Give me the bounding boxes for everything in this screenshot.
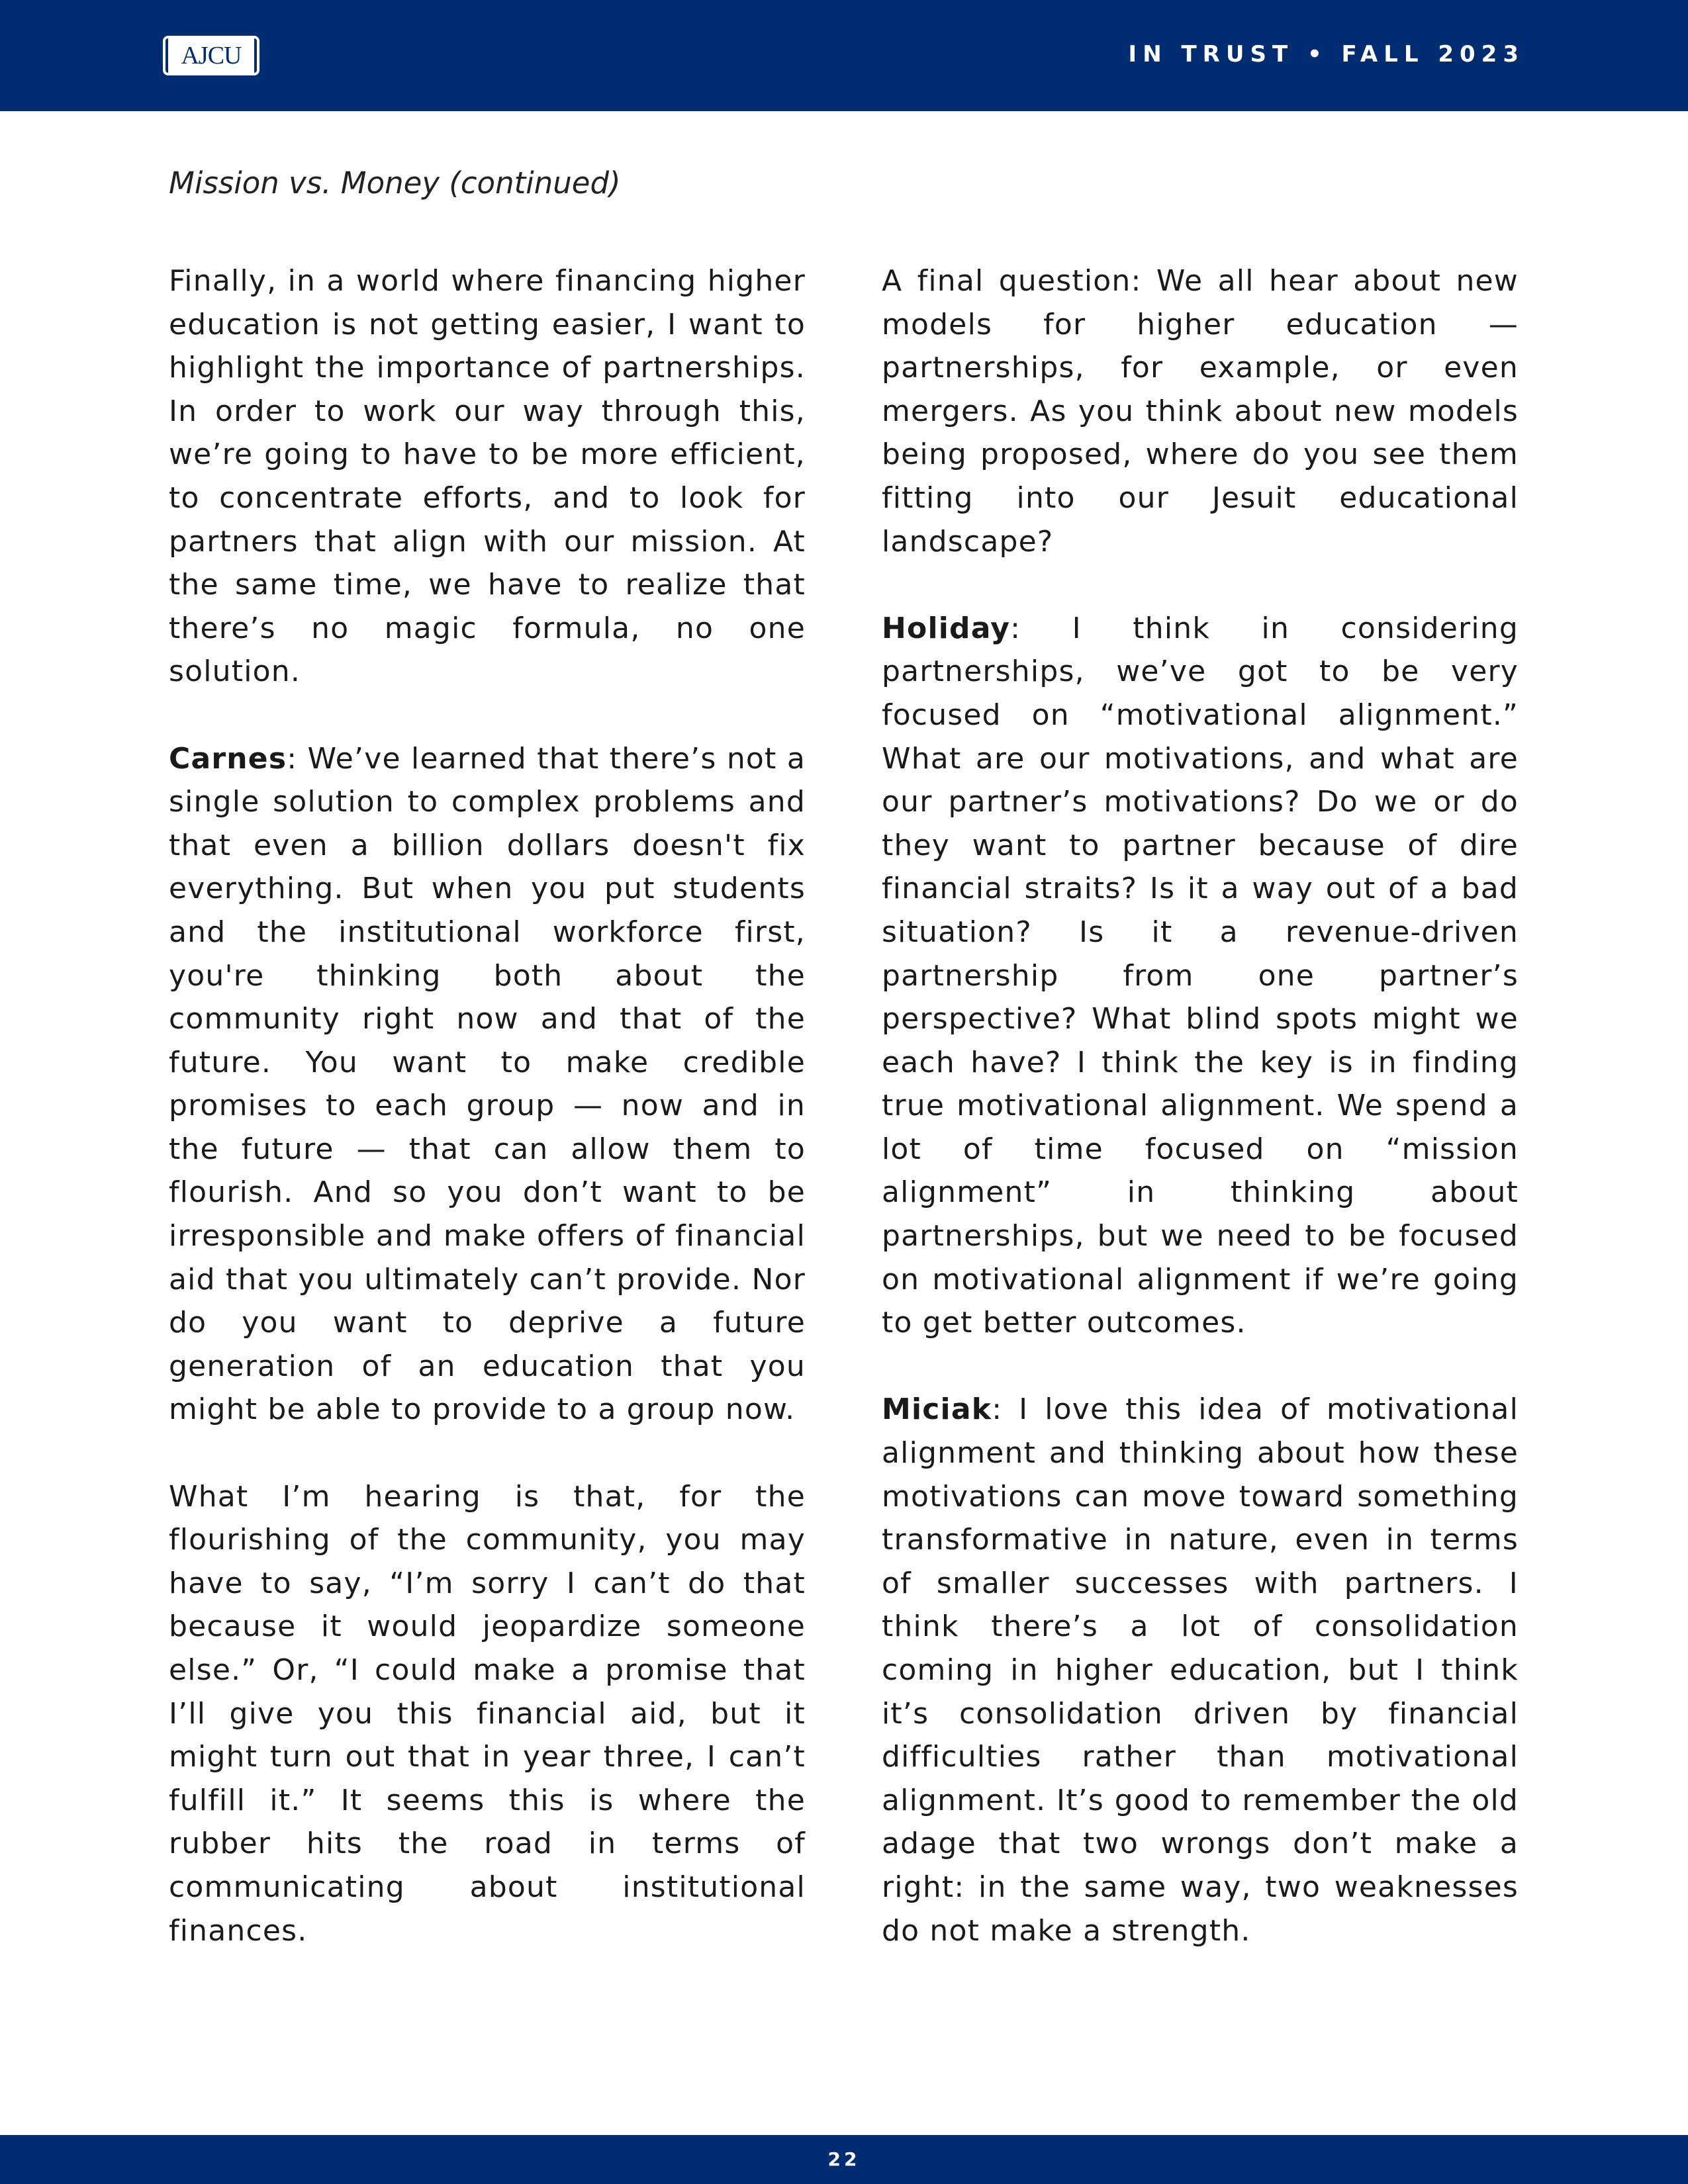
speaker-name: Carnes: [169, 741, 287, 776]
footer-bar: [0, 2135, 1688, 2184]
paragraph: [882, 1388, 1519, 1952]
speaker-name: Holiday: [882, 611, 1011, 645]
paragraph-text: : I think in considering partnerships, we’ve got to be very focused on “motivational alignment.” What are our motivations, and what are our partner’s motivations? Do we or do they want to partner because of dire financial straits? Is it a way out of a bad situation? Is it a revenue-driven partnership from one partner’s perspective? What blind spots might we each have? I think the key is in finding true motivational alignment. We spend a lot of time focused on “mission alignment” in thinking about partnerships, but we need to be focused on motivational alignment if we’re going to get better outcomes.: [882, 611, 1519, 1340]
paragraph-text: A final question: We all hear about new models for higher education — partnerships, for example, or even mergers. As you think about new models being proposed, where do you see them fitting into our Jesuit educational landscape?: [882, 264, 1519, 559]
paragraph: [169, 259, 806, 694]
paragraph: [169, 1475, 806, 1953]
paragraph: [882, 607, 1519, 1345]
ajcu-logo: AJCU: [165, 38, 257, 73]
header-bar: [0, 0, 1688, 111]
paragraph-text: : We’ve learned that there’s not a single solution to complex problems and that even a billion dollars doesn't fix everything. But when you put students and the institutional workforce first, you're thinking both about the community right now and that of the future. You want to make credible promises to each group — now and in the future — that can allow them to flourish. And so you don’t want to be irresponsible and make offers of financial aid that you ultimately can’t provide. Nor do you want to deprive a future generation of an education that you might be able to provide to a group now.: [169, 741, 806, 1427]
paragraph-text: : I love this idea of motivational alignment and thinking about how these motivations can move toward something transformative in nature, even in terms of smaller successes with partners. I think there’s a lot of consolidation coming in higher education, but I think it’s consolidation driven by financial difficulties rather than motivational alignment. It’s good to remember the old adage that two wrongs don’t make a right: in the same way, two weaknesses do not make a strength.: [882, 1392, 1519, 1948]
speaker-name: Miciak: [882, 1392, 992, 1427]
paragraph-text: Finally, in a world where financing higher education is not getting easier, I want to highlight the importance of partnerships. In order to work our way through this, we’re going to have to be more efficient, to concentrate efforts, and to look for partners that align with our mission. At the same time, we have to realize that there’s no magic formula, no one solution.: [169, 264, 806, 689]
article-title: Mission vs. Money (continued): [169, 165, 621, 201]
right-column: [882, 259, 1519, 1996]
issue-label: IN TRUST • FALL 2023: [1128, 41, 1524, 68]
page-number: 22: [827, 2148, 861, 2170]
paragraph-text: What I’m hearing is that, for the flourishing of the community, you may have to say, “I’m sorry I can’t do that because it would jeopardize someone else.” Or, “I could make a promise that I’ll give you this financial aid, but it might turn out that in year three, I can’t fulfill it.” It seems this is where the rubber hits the road in terms of communicating about institutional finances.: [169, 1479, 806, 1948]
left-column: [169, 259, 806, 1996]
paragraph: [169, 737, 806, 1432]
paragraph: [882, 259, 1519, 563]
